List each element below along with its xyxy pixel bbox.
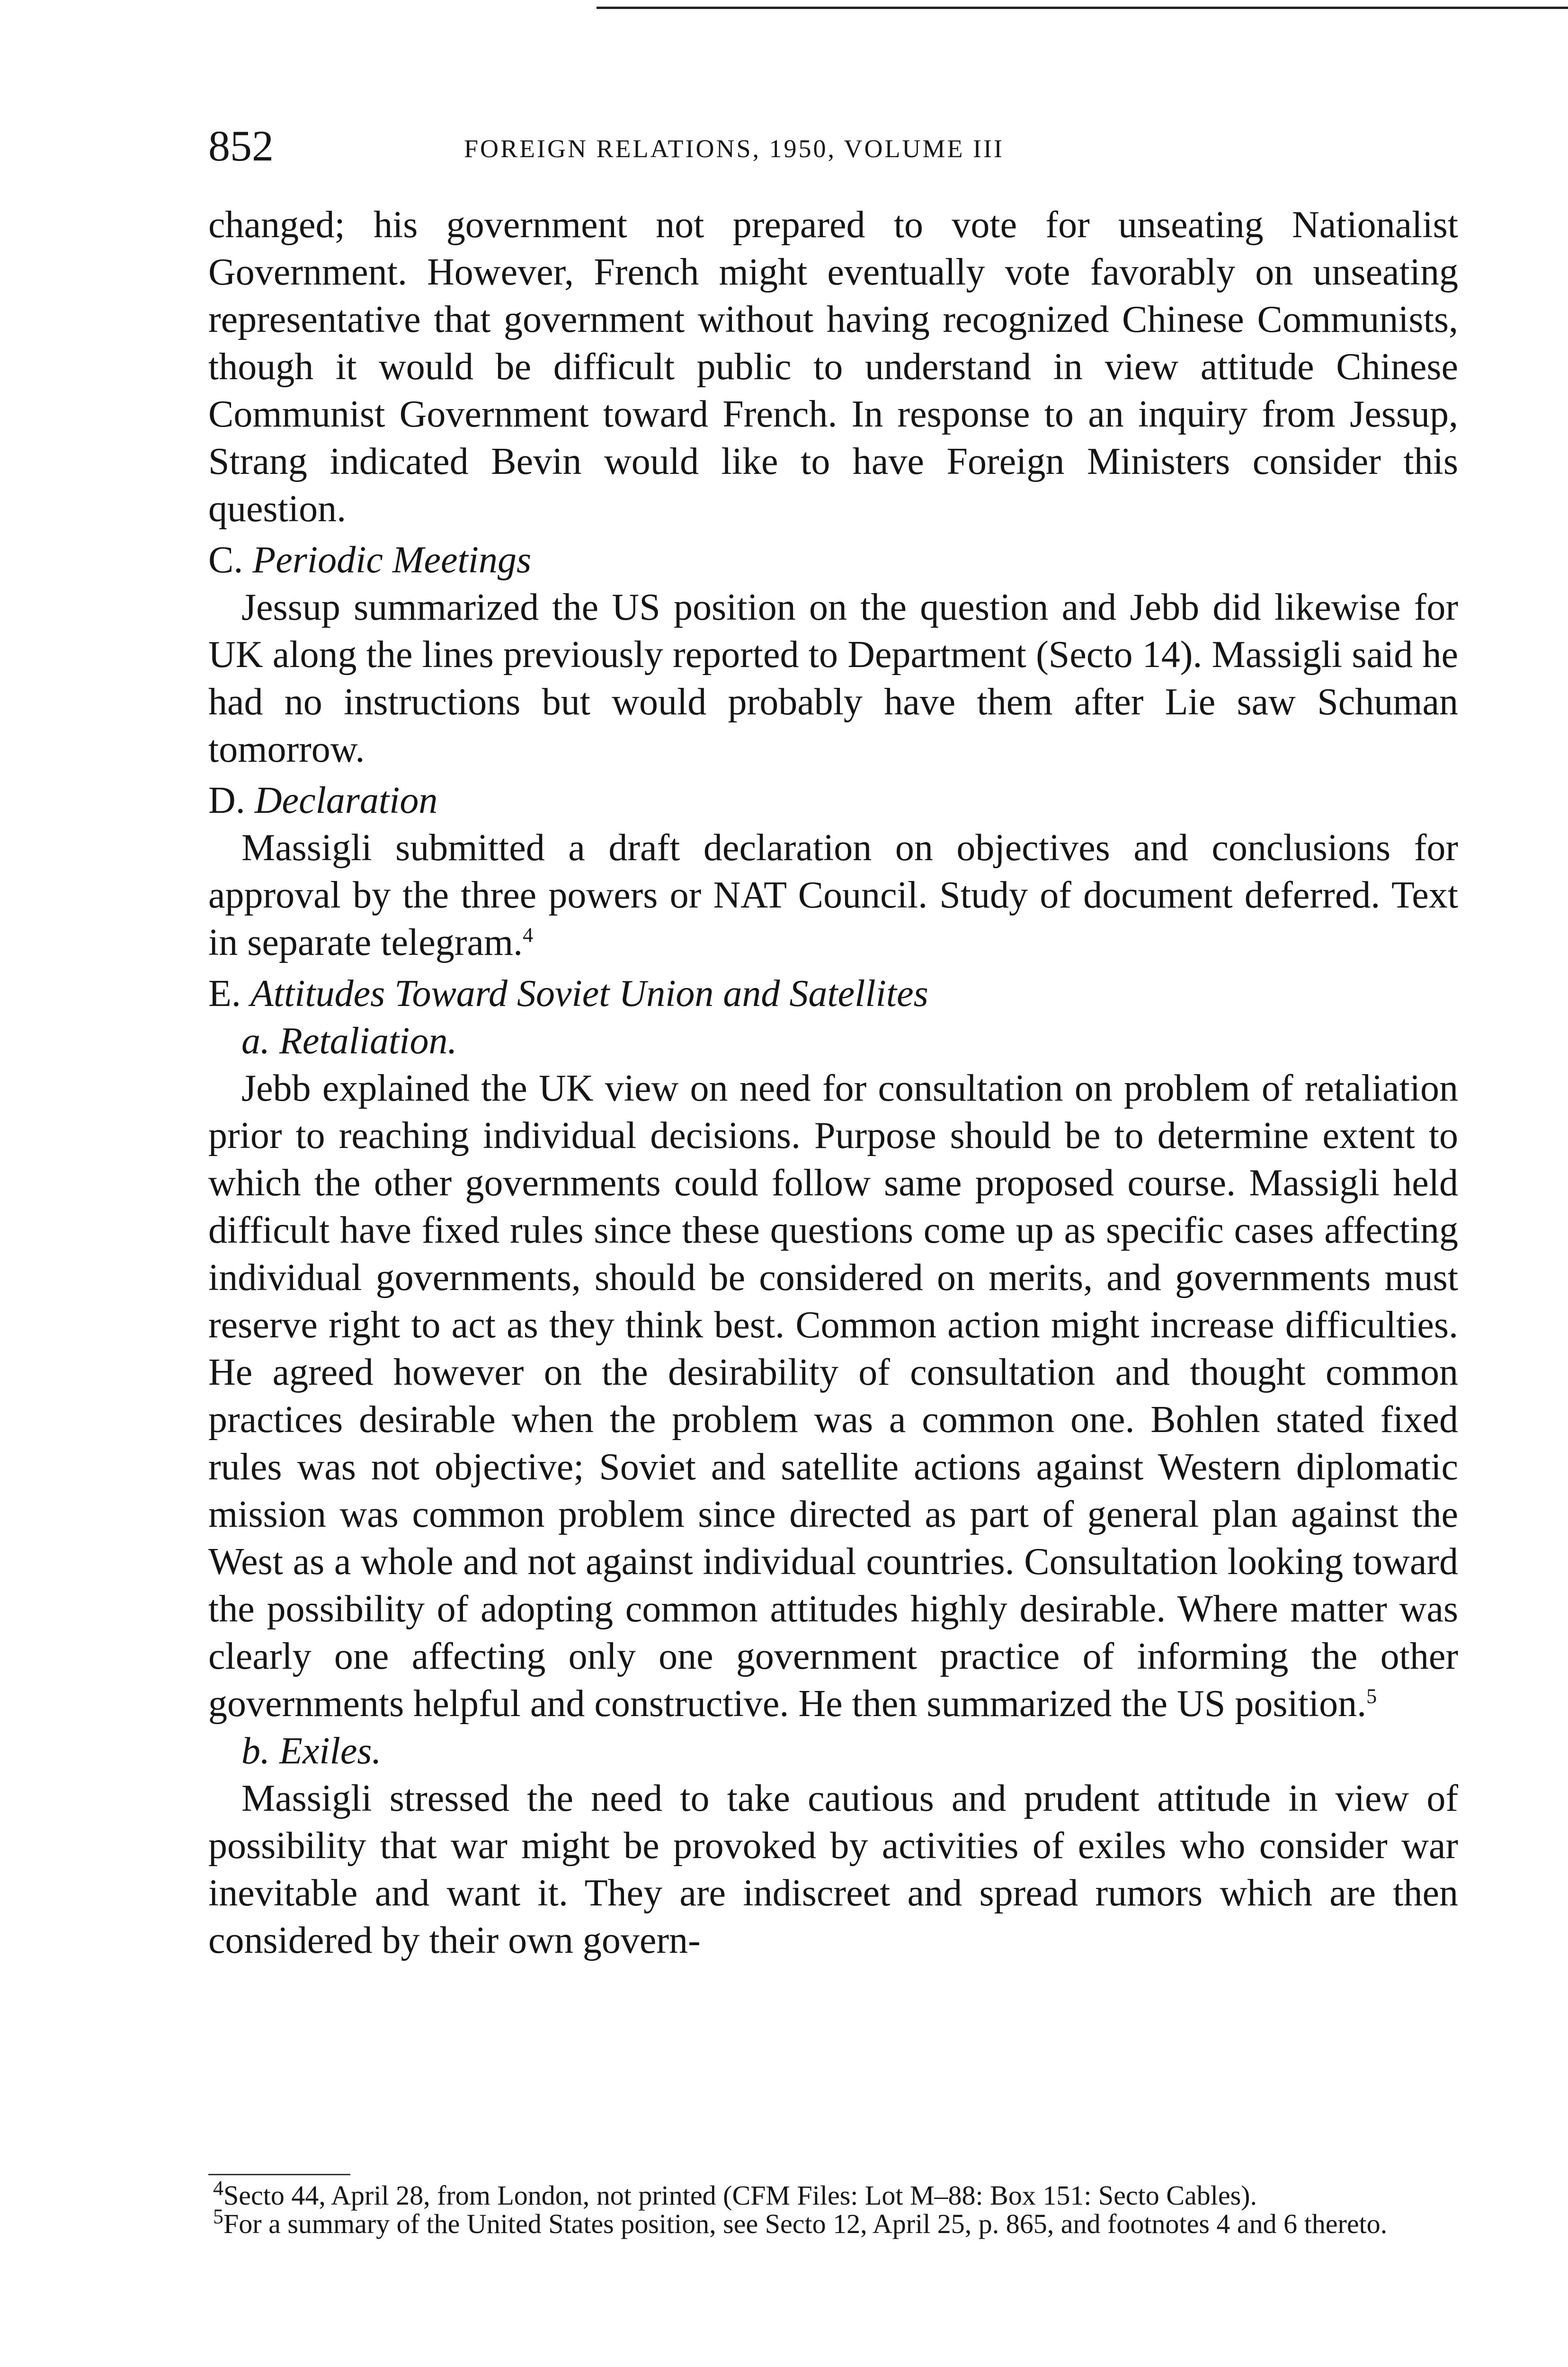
section-c-paragraph: Jessup summarized the US position on the question and Jebb did likewise for UK along the lines previously reported to Department (Secto 14). Massigli said he had no instructions but would probably have them after Lie saw Schuman tomorrow. (208, 587, 1458, 770)
footnote-mark: 5 (213, 2205, 223, 2228)
section-title: Attitudes Toward Soviet Union and Satellites (250, 973, 928, 1014)
footnote-ref: 4 (523, 923, 534, 947)
page-number: 852 (208, 122, 274, 170)
section-letter: E. (208, 973, 241, 1014)
section-e-heading (208, 970, 1458, 1017)
section-d-heading (208, 777, 1458, 824)
section-letter: D. (208, 780, 245, 821)
section-title: Declaration (254, 780, 438, 821)
continuation-paragraph: changed; his government not prepared to vote for unseating Nationalist Government. However, French might eventually vote favorably on unseating representative that government without having recognized Chinese Communists, though it would be difficult public to understand in view attitude Chinese Communist Government toward French. In response to an inquiry from Jessup, Strang indicated Bevin would like to have Foreign Ministers consider this question. (208, 204, 1458, 530)
body-text (208, 201, 1458, 1964)
subsection-b-paragraph: Massigli stressed the need to take cautious and prudent attitude in view of possibility that war might be provoked by activities of exiles who consider war inevitable and want it. They are indiscreet and spread rumors which are then considered by their own govern- (208, 1778, 1458, 1961)
running-head: FOREIGN RELATIONS, 1950, VOLUME III (464, 134, 1004, 163)
paragraph-text: Jebb explained the UK view on need for consultation on problem of retaliation prior to reaching individual decisions. Purpose should be to determine extent to which the other governments could follow same proposed course. Massigli held difficult have fixed rules since these questions come up as specific cases affecting individual governments, should be considered on merits, and governments must reserve right to act as they think best. Common action might increase difficulties. He agreed however on the desirability of consultation and thought common practices desirable when the problem was a common one. Bohlen stated fixed rules was not objective; Soviet and satellite actions against Western diplomatic mission was common problem since directed as part of general plan against the West as a whole and not against individual countries. Consultation looking toward the possibility of adopting common attitudes highly desirable. Where matter was clearly one affecting only one government practice of informing the other governments helpful and constructive. He then summarized the US position. (208, 1068, 1458, 1725)
footnotes (187, 2176, 1449, 2239)
section-letter: C. (208, 539, 243, 581)
footnote-mark: 4 (213, 2176, 223, 2200)
footnote-rule (208, 2174, 350, 2175)
section-c-heading (208, 536, 1458, 584)
page-header (208, 121, 1463, 178)
subsection-title: Exiles. (279, 1730, 382, 1772)
footnote-ref: 5 (1366, 1684, 1377, 1708)
subsection-title: Retaliation. (279, 1020, 457, 1062)
footnote-text: For a summary of the United States position, see Secto 12, April 25, p. 865, and footnotes 4 and 6 thereto. (223, 2208, 1388, 2239)
section-d-paragraph (208, 824, 1458, 966)
top-rule (597, 7, 1568, 9)
footnote (187, 2205, 1449, 2239)
paragraph-text: Massigli submitted a draft declaration on objectives and conclusions for approval by the three powers or NAT Council. Study of document deferred. Text in separate telegram. (208, 827, 1458, 963)
footnote (187, 2176, 1449, 2211)
subsection-letter: b. (241, 1730, 270, 1772)
subsection-b-heading (241, 1727, 1458, 1775)
subsection-a-heading (241, 1017, 1458, 1065)
subsection-letter: a. (241, 1020, 270, 1062)
section-title: Periodic Meetings (252, 539, 532, 581)
subsection-a-paragraph (208, 1065, 1458, 1727)
footnote-text: Secto 44, April 28, from London, not printed (CFM Files: Lot M–88: Box 151: Secto Cables). (223, 2180, 1257, 2211)
